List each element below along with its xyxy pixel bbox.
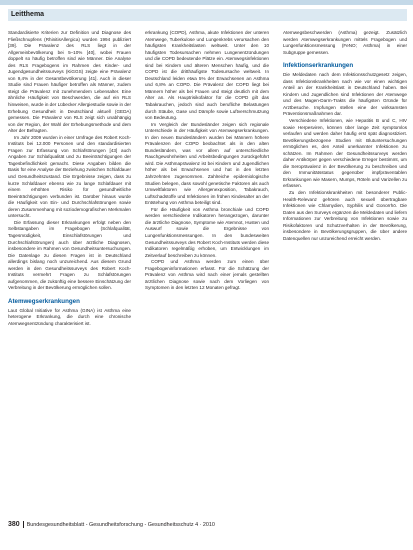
page-footer <box>8 520 413 530</box>
top-color-bar <box>0 0 413 5</box>
journal-citation: Bundesgesundheitsblatt - Gesundheitsforschung - Gesundheitsschutz 4 · 2010 <box>26 522 215 528</box>
section-heading: Atemwegserkrankungen <box>8 297 80 305</box>
text-column-2 <box>145 30 269 292</box>
paragraph: Standardisierte Kriterien zur Definition und Diagnose des Fließschnupfens (RhinitisAllergica) wurden 1994 publiziert [39]. Die Prävalenz des RLS liegt in der Allgemeinbevölkerung bei 5–10% [40], wobei Frauen doppelt so häufig betroffen sind wie Männer. Die Analyse des RLS Fragebogens im Rahmen des Kinder- und Jugendgesundheitssurveys (KiGGS) zeigte eine Prävalenz von 9,4% in der Gesamtbevölkerung [41]. Auch in dieser Studie sind Frauen häufiger betroffen als Männer, zudem steigt die Prävalenz mit zunehmendem Lebensalter. Eine ähnliche Häufigkeit von Beschwerden, die auf ein RLS hinweisen, wurde in der Lübecker Allergiestudie sowie in der Erhebung Gesundheit in Deutschland aktuell (GEDA) gemessen. Die Prävalenz von RLS zeigt sich unabhängig von der Region, der Wahl der Erhebungsmethode und dem Alter der Befragten. <box>8 30 131 134</box>
paragraph: Zu den Infektionskrankheiten mit besonderer Public-Health-Relevanz gehören auch sexuell übertragbare Infektionen wie Chlamydien, Syphilis und Gonorrhö. Die Daten aus den Surveys ergänzen die Meldedaten und liefern Informationen zur Verbreitung von Infektionen sowie zu Risikofaktoren und Schutzverhalten in der Bevölkerung, insbesondere in Bevölkerungsgruppen, die über andere Datenquellen nur unzureichend erreicht werden. <box>283 190 407 241</box>
section-label: Leitthema <box>11 11 45 18</box>
text-column-1 <box>8 30 131 328</box>
page-number: 380 <box>8 521 20 528</box>
section-header-bar <box>8 9 407 21</box>
footer-separator <box>23 521 24 528</box>
paragraph: Die Erfassung dieser Erkrankungen erfolgt neben den Selbstangaben im Fragebogen (Schlafqualität, Tagesmüdigkeit, Einschlafstörungen und Durchschlafstörungen) auch über ärztliche Diagnosen, insbesondere im Rahmen von Gesundheitsuntersuchungen. Die Datenlage zu diesen Fragen ist in Deutschland allerdings bislang noch unzureichend. Aus diesem Grund werden in den Gesundheitssurveys des Robert Koch-Instituts vermehrt Fragen zu Schlafstörungen aufgenommen, die zukünftig eine bessere Einschätzung der Verbreitung in der Bevölkerung ermöglichen sollen. <box>8 219 131 291</box>
text-column-3 <box>283 30 407 242</box>
paragraph: Für die Häufigkeit von Asthma bronchiale und COPD werden verschiedene Indikatoren herangezogen, darunter die ärztliche Diagnose, Symptome wie Atemnot, Husten und Auswurf sowie die Ergebnisse von Lungenfunktionsmessungen. In den bundesweiten Gesundheitssurveys des Robert Koch-Instituts werden diese Indikatoren regelmäßig erhoben, um Entwicklungen im Zeitverlauf beschreiben zu können. <box>145 206 269 258</box>
section-heading: Infektionserkrankungen <box>283 62 354 70</box>
paragraph: erkrankung (COPD), Asthma, akute Infektionen der unteren Atemwege, Tuberkulose und Lungenkrebs verursachen den häufigsten Krankheitslasten weltweit. Unter den 10 häufigsten Todesursachen nehmen Lungenentzündungen und die COPD bedeutende Plätze ein. Atemwegsinfektionen sind bei Kindern und älteren Menschen häufig, und die COPD ist die dritthäufigste Todesursache weltweit. In Deutschland leiden etwa 5% der Erwachsenen an Asthma und 6,8% an COPD. Die Prävalenz der COPD liegt bei Männern höher als bei Frauen und steigt deutlich mit dem Alter an. Als Hauptrisikofaktor für die COPD gilt das Tabakrauchen, jedoch sind auch berufliche Belastungen durch Stäube, Gase und Dämpfe sowie Luftverschmutzung von Bedeutung. <box>145 30 269 121</box>
paragraph: Verschiedene Infektionen, wie Hepatitis B und C, HIV sowie Herpesviren, können über lange Zeit symptomlos verlaufen und werden daher häufig erst spät diagnostiziert. Bevölkerungsbezogene Studien mit Blutuntersuchungen ermöglichen es, den Anteil unerkannter Infektionen zu schätzen. Im Rahmen der Gesundheitssurveys werden daher Antikörper gegen verschiedene Erreger bestimmt, um die Seroprävalenz in der Bevölkerung zu beschreiben und den Immunitätsstatus gegenüber impfpräventablen Erkrankungen wie Masern, Mumps, Röteln und Varizellen zu erfassen. <box>283 118 407 189</box>
paragraph: Laut Global Initiative for Asthma (GINA) ist Asthma eine heterogene Erkrankung, die durch eine chronische Atemwegsentzündung charakterisiert ist. <box>8 307 131 326</box>
paragraph: Im Jahr 2009 wurden in einer Umfrage des Robert Koch-Instituts bei 12.000 Personen und den standardisierten Fragen zur Erfassung von Schlafstörungen [43] auch Angaben zur Schlafqualität und zu Beeinträchtigungen der Tagesbefindlichkeit gemacht. Diese Angaben bilden die Basis für eine Analyse der Beziehung zwischen Schlafdauer und Gesundheitszustand. Die Ergebnisse zeigen, dass zu kurze Schlafdauer ebenso wie zu lange Schlafdauer mit einem erhöhten Risiko für gesundheitliche Beeinträchtigungen verbunden ist. Darüber hinaus wurde die Häufigkeit von Ein- und Durchschlafstörungen sowie deren Zusammenhang mit soziodemografischen Merkmalen untersucht. <box>8 134 131 219</box>
paragraph: Die Meldedaten nach dem Infektionsschutzgesetz zeigen, dass Infektionskrankheiten nach wie vor einen wichtigen Anteil an der Krankheitslast in Deutschland haben. Bei Kindern und Jugendlichen sind Infektionen der Atemwege und des Magen-Darm-Trakts die häufigsten Gründe für Arztbesuche. Impfungen stellen eine der wirksamsten Präventionsmaßnahmen dar. <box>283 72 407 117</box>
paragraph: Im Vergleich der Bundesländer zeigen sich regionale Unterschiede in der Häufigkeit von Atemwegserkrankungen. In den neuen Bundesländern wurden bei Männern höhere Prävalenzen der COPD beobachtet als in den alten Bundesländern, was vor allem auf unterschiedliche Rauchgewohnheiten und Arbeitsbedingungen zurückgeführt wird. Die Asthmaprävalenz ist bei Kindern und Jugendlichen höher als bei Erwachsenen und hat in den letzten Jahrzehnten zugenommen. Zahlreiche epidemiologische Studien belegen, dass sowohl genetische Faktoren als auch Umweltfaktoren wie Allergenexposition, Tabakrauch, Luftschadstoffe und Infektionen im frühen Kindesalter an der Entstehung von Asthma beteiligt sind. <box>145 121 269 206</box>
paragraph: Atemwegsbeschwerden (Asthma) gezeigt. Zusätzlich werden Atemwegserkrankungen mittels Fragebogen und Lungenfunktionsmessung (FeNO; Asthma) in einer Subgruppe gemessen. <box>283 30 407 55</box>
paragraph: COPD und Asthma werden zum einen über Fragebogeninformationen erfasst. Für die Schätzung der Prävalenz von Asthma wird nach einer jemals gestellten ärztlichen Diagnose sowie nach dem Vorliegen von Symptomen in den letzten 12 Monaten gefragt. <box>145 259 269 291</box>
